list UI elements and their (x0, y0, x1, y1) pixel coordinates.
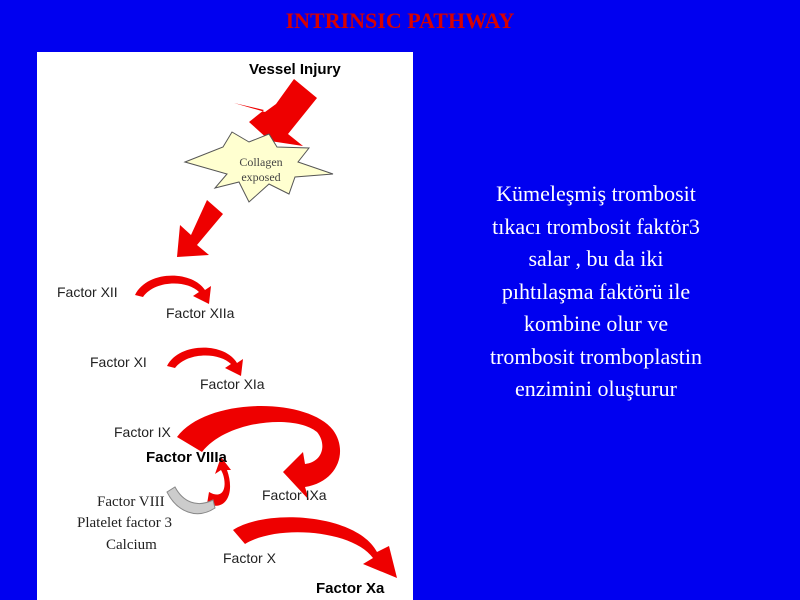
factor-ix-label: Factor IX (114, 424, 171, 440)
description-line: trombosit tromboplastin (489, 343, 703, 369)
description-line: salar , bu da iki (528, 246, 664, 271)
collagen-arrow (177, 200, 223, 257)
factor-xi-label: Factor XI (90, 354, 147, 370)
vessel-injury-label: Vessel Injury (249, 61, 341, 78)
description-line: enzimini oluşturur (515, 376, 677, 401)
factor-xa-label: Factor Xa (316, 580, 385, 597)
collagen-exposed-label (225, 155, 297, 185)
factor-ixa-label: Factor IXa (262, 487, 327, 503)
calcium-label: Calcium (106, 537, 157, 553)
description-line: Kümeleşmiş trombosit (496, 181, 696, 206)
factor-xii-arrow (135, 276, 211, 304)
factor-xia-label: Factor XIa (200, 376, 265, 392)
factor-viiia-label: Factor VIIIa (146, 449, 227, 466)
description-line: kombine olur ve (523, 311, 669, 336)
factor-x-label: Factor X (223, 550, 276, 566)
collagen-line-2: exposed (241, 170, 281, 184)
factor-x-arrow (233, 517, 397, 578)
factor-viii-label: Factor VIII (97, 494, 165, 510)
intrinsic-pathway-diagram (37, 52, 413, 600)
slide-title: INTRINSIC PATHWAY (285, 8, 515, 33)
factor-xi-arrow (167, 348, 243, 376)
description-text (450, 178, 742, 406)
description-line: tıkacı trombosit faktör3 (492, 213, 700, 239)
factor-xii-label: Factor XII (57, 284, 118, 300)
description-line: pıhtılaşma faktörü ile (501, 278, 691, 304)
factor-xiia-label: Factor XIIa (166, 305, 235, 321)
vessel-injury-arrow (234, 79, 317, 146)
platelet-factor-3-label: Platelet factor 3 (77, 515, 172, 531)
collagen-line-1: Collagen (239, 155, 283, 169)
